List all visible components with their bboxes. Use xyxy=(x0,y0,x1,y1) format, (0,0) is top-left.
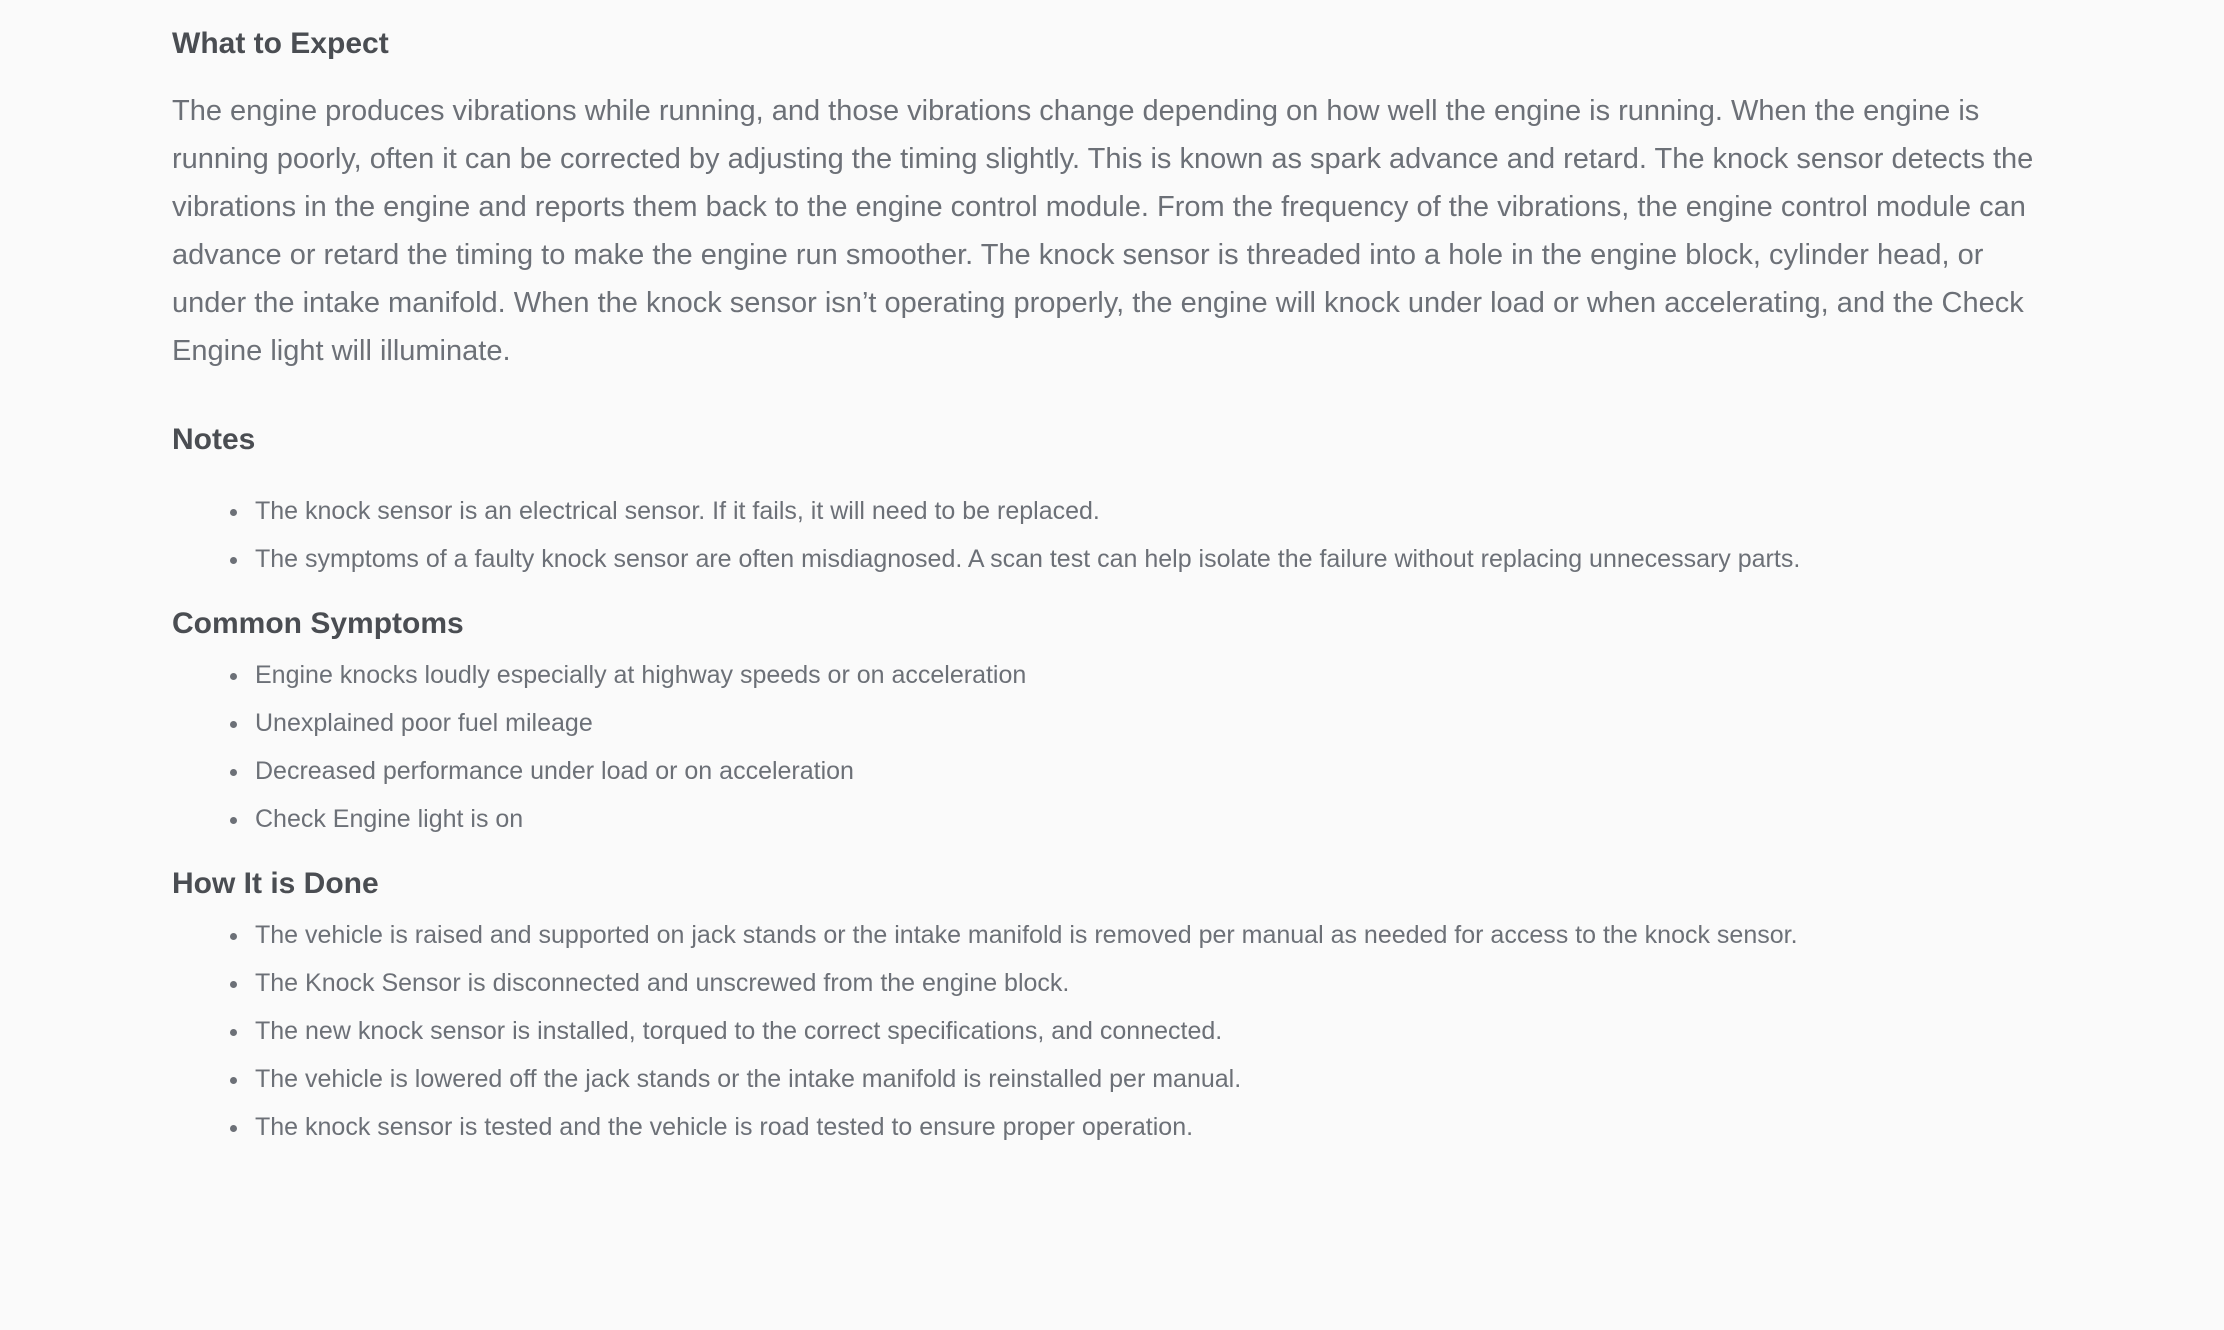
how-done-list xyxy=(172,911,2042,1151)
list-item: • Engine knocks loudly especially at highway speeds or on acceleration xyxy=(251,651,2042,699)
list-item: • The knock sensor is tested and the vehicle is road tested to ensure proper operation. xyxy=(251,1103,2042,1151)
article-content xyxy=(172,0,2042,1151)
list-item: • The new knock sensor is installed, torqued to the correct specifications, and connected. xyxy=(251,1007,2042,1055)
list-item: • The symptoms of a faulty knock sensor are often misdiagnosed. A scan test can help isolate the failure without replacing unnecessary parts. xyxy=(251,535,2042,583)
list-item: • Check Engine light is on xyxy=(251,795,2042,843)
list-item: • The vehicle is raised and supported on jack stands or the intake manifold is removed per manual as needed for access to the knock sensor. xyxy=(251,911,2042,959)
how-it-is-done-heading: How It is Done xyxy=(172,867,379,900)
list-item: • The knock sensor is an electrical sensor. If it fails, it will need to be replaced. xyxy=(251,487,2042,535)
symptoms-list xyxy=(172,651,2042,843)
list-item: • Decreased performance under load or on acceleration xyxy=(251,747,2042,795)
list-item: • The vehicle is lowered off the jack stands or the intake manifold is reinstalled per manual. xyxy=(251,1055,2042,1103)
notes-list xyxy=(172,487,2042,583)
what-to-expect-paragraph: The engine produces vibrations while running, and those vibrations change depending on how well the engine is running. When the engine is running poorly, often it can be corrected by adjusting the timing slightly. This is known as spark advance and retard. The knock sensor detects the vibrations in the engine and reports them back to the engine control module. From the frequency of the vibrations, the engine control module can advance or retard the timing to make the engine run smoother. The knock sensor is threaded into a hole in the engine block, cylinder head, or under the intake manifold. When the knock sensor isn’t operating properly, the engine will knock under load or when accelerating, and the Check Engine light will illuminate. xyxy=(172,95,2034,367)
what-to-expect-heading: What to Expect xyxy=(172,27,389,60)
list-item: • The Knock Sensor is disconnected and unscrewed from the engine block. xyxy=(251,959,2042,1007)
notes-heading: Notes xyxy=(172,423,256,456)
list-item: • Unexplained poor fuel mileage xyxy=(251,699,2042,747)
common-symptoms-heading: Common Symptoms xyxy=(172,607,464,640)
